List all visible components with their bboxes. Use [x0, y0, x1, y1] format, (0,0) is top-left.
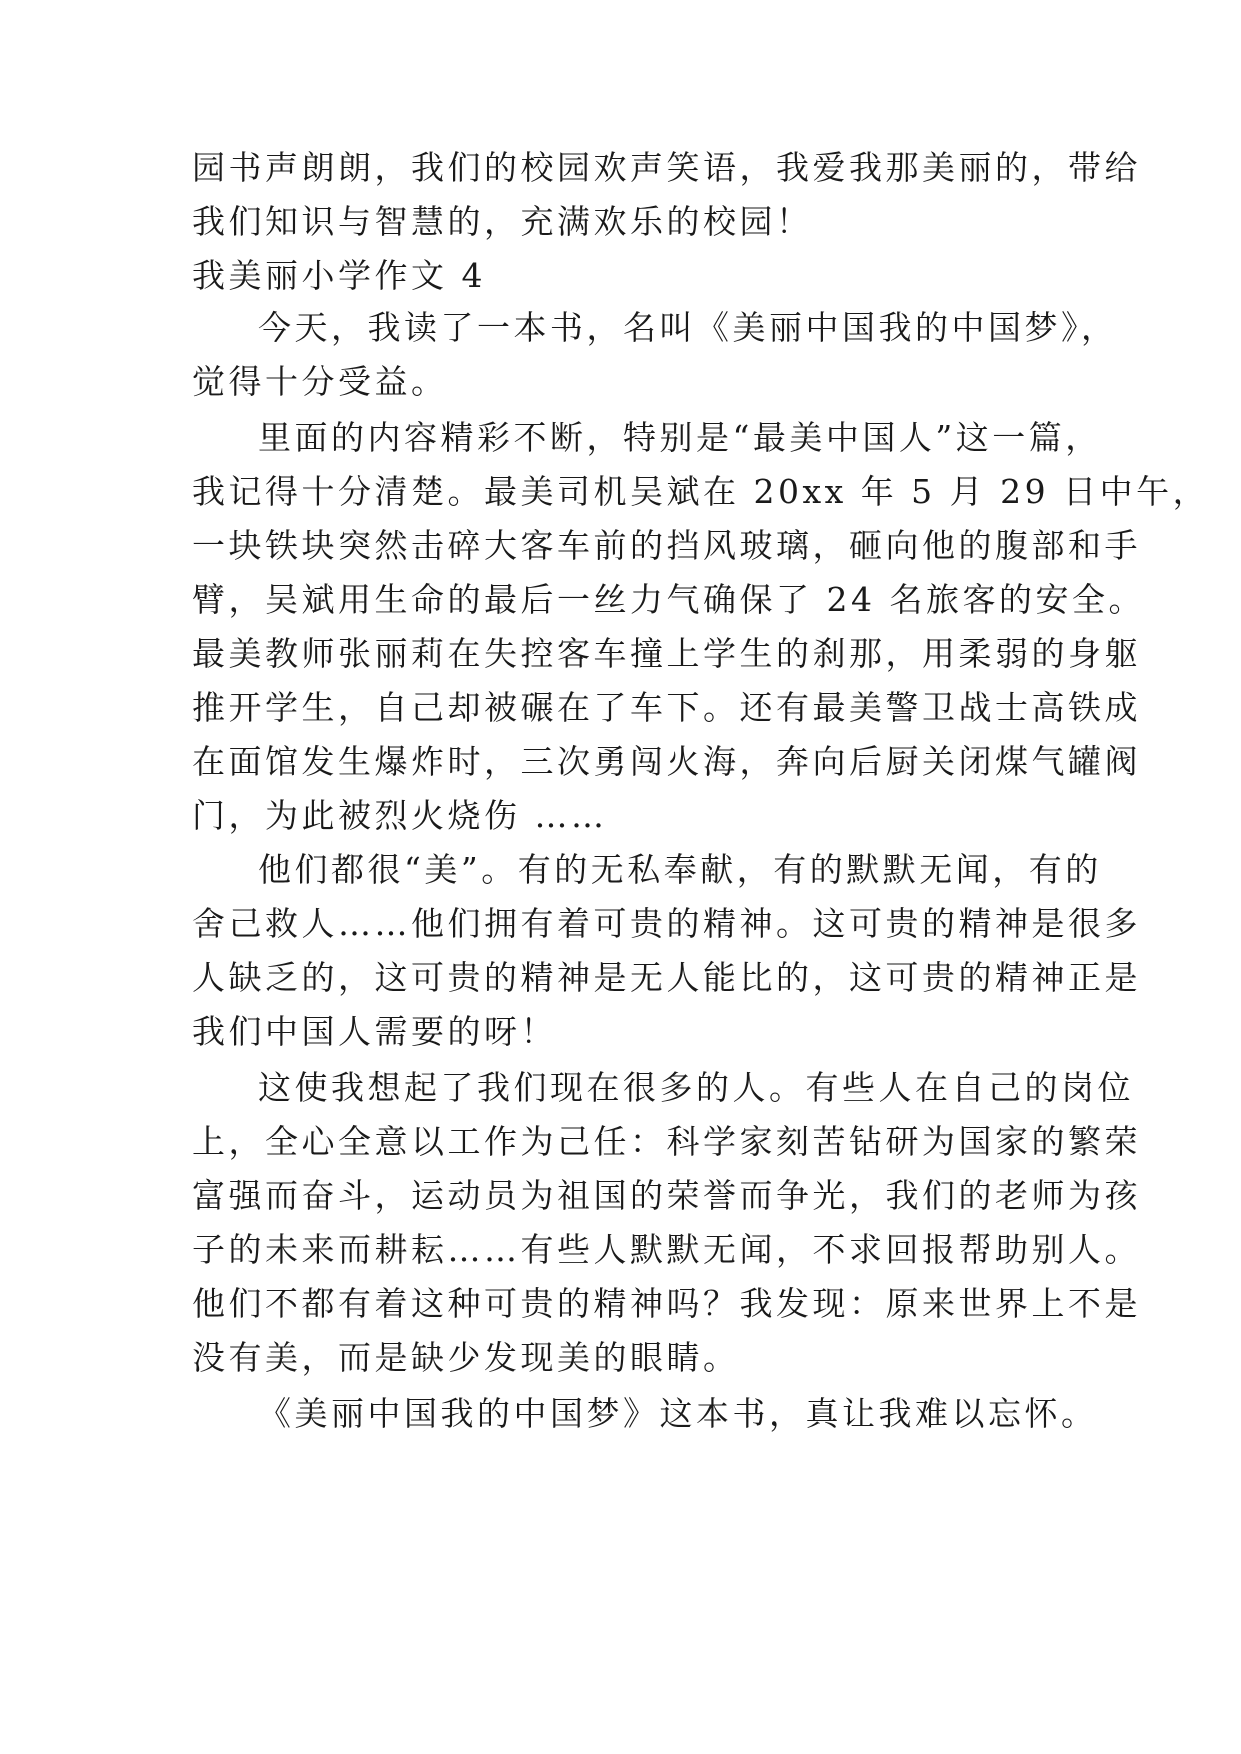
essay-heading: 我美丽小学作文 4 — [192, 256, 486, 295]
text-line: 我们中国人需要的呀！ — [192, 1012, 557, 1051]
text-line: 子的未来而耕耘……有些人默默无闻，不求回报帮助别人。 — [192, 1230, 1141, 1269]
text-line: 人缺乏的，这可贵的精神是无人能比的，这可贵的精神正是 — [192, 958, 1141, 997]
text-line: 没有美，而是缺少发现美的眼睛。 — [192, 1338, 740, 1377]
text-line: 园书声朗朗，我们的校园欢声笑语，我爱我那美丽的，带给 — [192, 148, 1141, 187]
text-line: 觉得十分受益。 — [192, 362, 448, 401]
text-line: 我们知识与智慧的，充满欢乐的校园！ — [192, 202, 813, 241]
text-line: 在面馆发生爆炸时，三次勇闯火海，奔向后厨关闭煤气罐阀 — [192, 742, 1141, 781]
text-line: 他们不都有着这种可贵的精神吗？我发现：原来世界上不是 — [192, 1284, 1141, 1323]
text-line: 他们都很“美”。有的无私奉献，有的默默无闻，有的 — [258, 850, 1102, 889]
text-line: 推开学生，自己却被碾在了车下。还有最美警卫战士高铁成 — [192, 688, 1141, 727]
text-line: 最美教师张丽莉在失控客车撞上学生的刹那，用柔弱的身躯 — [192, 634, 1141, 673]
text-line: 我记得十分清楚。最美司机吴斌在 20xx 年 5 月 29 日中午， — [192, 472, 1210, 511]
text-line: 富强而奋斗，运动员为祖国的荣誉而争光，我们的老师为孩 — [192, 1176, 1141, 1215]
text-line: 今天，我读了一本书，名叫《美丽中国我的中国梦》， — [258, 308, 1118, 347]
text-line: 臂，吴斌用生命的最后一丝力气确保了 24 名旅客的安全。 — [192, 580, 1145, 619]
text-line: 里面的内容精彩不断，特别是“最美中国人”这一篇， — [258, 418, 1102, 457]
text-line: 一块铁块突然击碎大客车前的挡风玻璃，砸向他的腹部和手 — [192, 526, 1141, 565]
text-line: 这使我想起了我们现在很多的人。有些人在自己的岗位 — [258, 1068, 1134, 1107]
text-line: 《美丽中国我的中国梦》这本书，真让我难以忘怀。 — [258, 1394, 1098, 1433]
text-line: 上，全心全意以工作为己任：科学家刻苦钻研为国家的繁荣 — [192, 1122, 1141, 1161]
text-line: 舍己救人……他们拥有着可贵的精神。这可贵的精神是很多 — [192, 904, 1141, 943]
text-line: 门，为此被烈火烧伤 …… — [192, 796, 608, 835]
